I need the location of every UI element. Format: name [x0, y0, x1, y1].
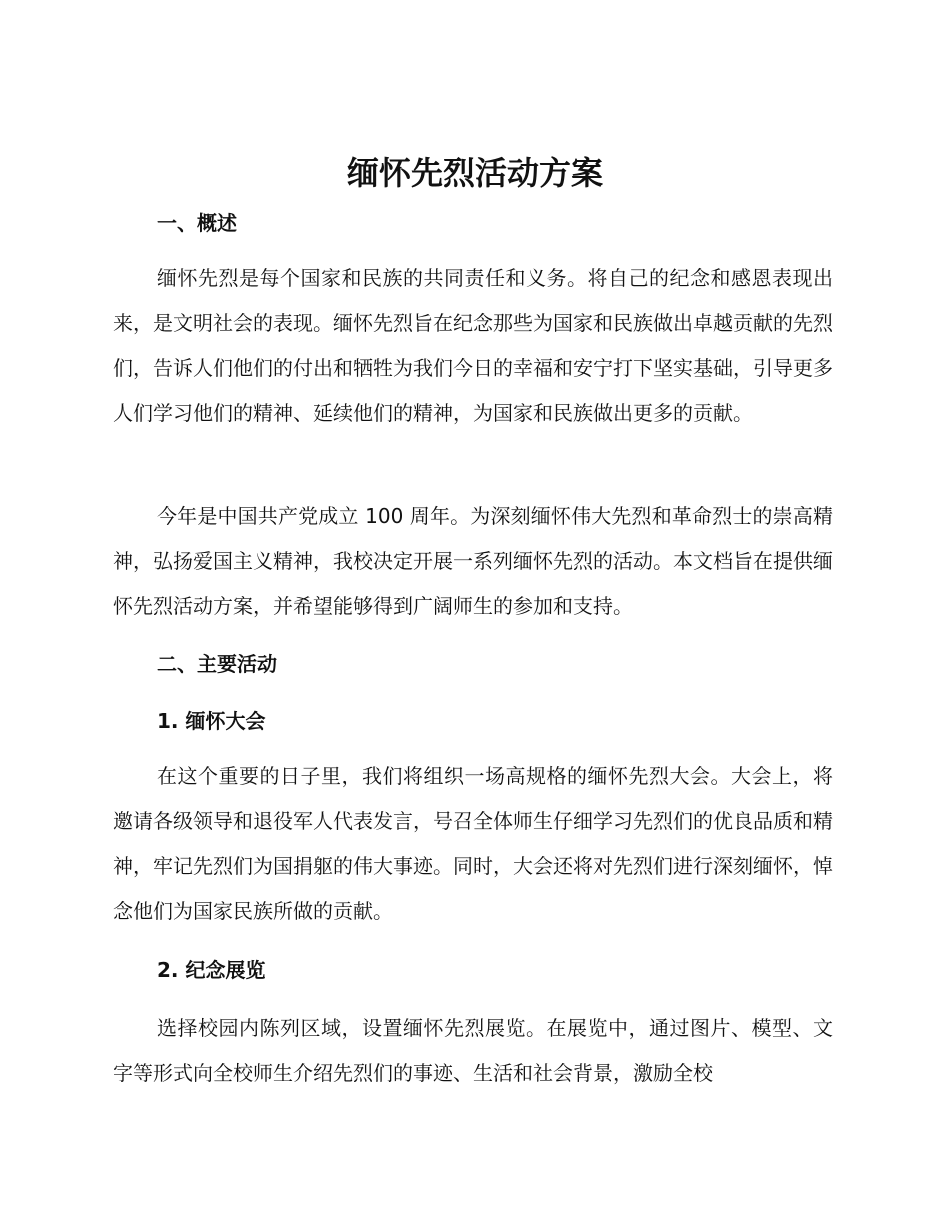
section-heading-main-activities: 二、主要活动 — [157, 652, 277, 676]
paragraph-exhibition: 选择校园内陈列区域，设置缅怀先烈展览。在展览中，通过图片、模型、文字等形式向全校师生介绍先烈们的事迹、生活和社会背景，激励全校 — [113, 1016, 833, 1085]
paragraph-overview: 缅怀先烈是每个国家和民族的共同责任和义务。将自己的纪念和感恩表现出来，是文明社会的表现。缅怀先烈旨在纪念那些为国家和民族做出卓越贡献的先烈们，告诉人们他们的付出和牺牲为我们今日的幸福和安宁打下坚实基础，引导更多人们学习他们的精神、延续他们的精神，为国家和民族做出更多的贡献。 — [113, 266, 833, 425]
paragraph-memorial-meeting: 在这个重要的日子里，我们将组织一场高规格的缅怀先烈大会。大会上，将邀请各级领导和退役军人代表发言，号召全体师生仔细学习先烈们的优良品质和精神，牢记先烈们为国捐躯的伟大事迹。同时，大会还将对先烈们进行深刻缅怀，悼念他们为国家民族所做的贡献。 — [113, 764, 833, 923]
subsection-heading-memorial-meeting: 1. 缅怀大会 — [157, 709, 266, 733]
document-title: 缅怀先烈活动方案 — [346, 154, 603, 192]
paragraph-intro: 今年是中国共产党成立 100 周年。为深刻缅怀伟大先烈和革命烈士的崇高精神，弘扬爱国主义精神，我校决定开展一系列缅怀先烈的活动。本文档旨在提供缅怀先烈活动方案，并希望能够得到广阔师生的参加和支持。 — [113, 504, 833, 618]
section-heading-overview: 一、概述 — [157, 211, 237, 235]
subsection-heading-exhibition: 2. 纪念展览 — [157, 958, 266, 982]
